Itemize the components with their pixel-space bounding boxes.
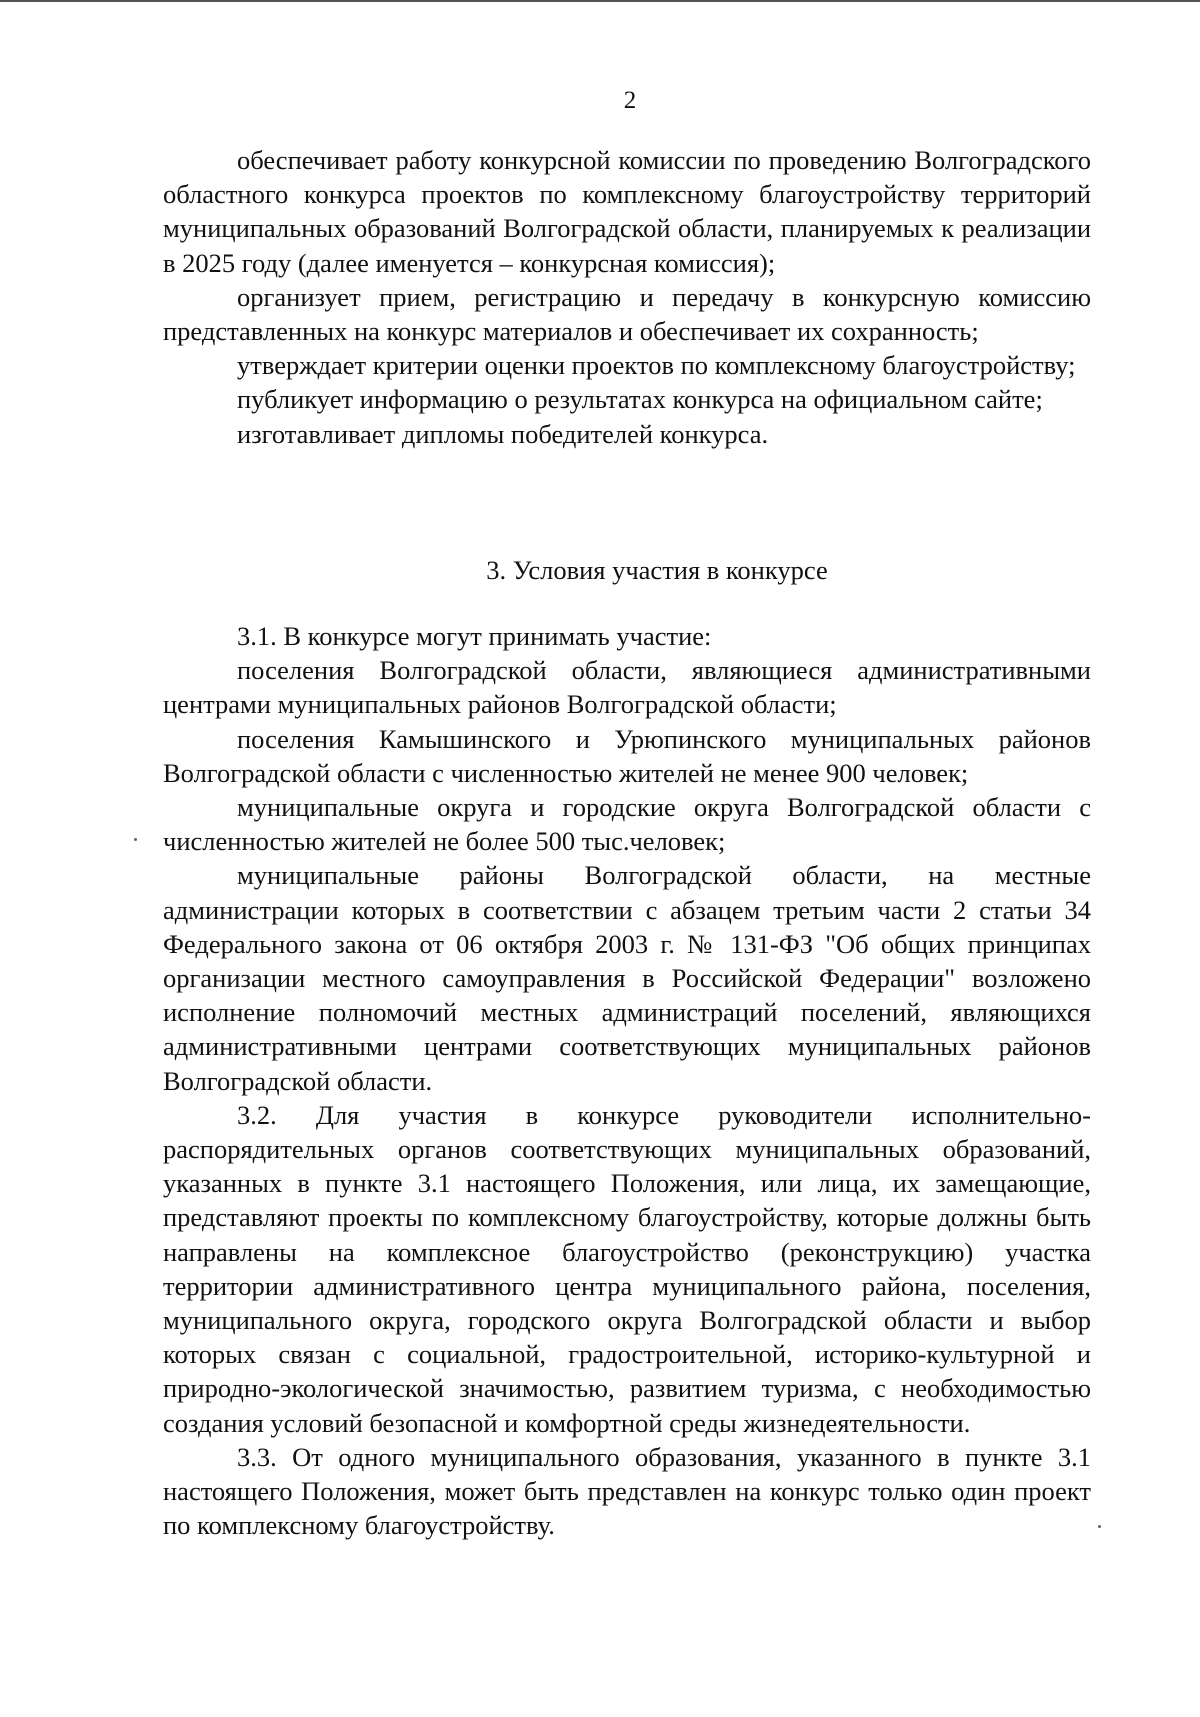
paragraph-publish-results: публикует информацию о результатах конкурса на официальном сайте;: [237, 384, 1043, 415]
paragraph-approve-criteria: утверждает критерии оценки проектов по комплексному благоустройству;: [237, 350, 1076, 381]
paragraph-municipal-districts: муниципальные районы Волгоградской области, на местные администрации которых в соответствии с абзацем третьим части 2 статьи 34 Федерального закона от 06 октября 2003 г. № 131-ФЗ "Об общих принципах организации местного самоуправления в Российской Федерации" возложено исполнение полномочий местных администраций поселений, являющихся административными центрами соответствующих муниципальных районов Волгоградской области.: [163, 860, 1091, 1096]
intro-paragraphs: [163, 143, 1091, 451]
paragraph-3-2: 3.2. Для участия в конкурсе руководители исполнительно-распорядительных органов соответствующих муниципальных образований, указанных в пункте 3.1 настоящего Положения, или лица, их замещающие, представляют проекты по комплексному благоустройству, которые должны быть направлены на комплексное благоустройство (реконструкцию) участка территории административного центра муниципального района, поселения, муниципального округа, городского округа Волгоградской области и выбор которых связан с социальной, градостроительной, историко-культурной и природно-экологической значимостью, развитием туризма, с необходимостью создания условий безопасной и комфортной среды жизнедеятельности.: [163, 1099, 1091, 1438]
scan-top-edge: [0, 0, 1200, 2]
paragraph-organize-reception: организует прием, регистрацию и передачу в конкурсную комиссию представленных на конкурс материалов и обеспечивает их сохранность;: [163, 281, 1091, 347]
paragraph-3-1-intro: 3.1. В конкурсе могут принимать участие:: [237, 621, 712, 651]
paragraph-diplomas: изготавливает дипломы победителей конкурса.: [237, 418, 769, 449]
scan-speck: [134, 838, 137, 841]
section-paragraphs: [163, 619, 1091, 1542]
paragraph-municipal-okrugs: муниципальные округа и городские округа Волгоградской области с численностью жителей не более 500 тыс.человек;: [163, 792, 1091, 857]
scan-speck: [1098, 1525, 1101, 1528]
paragraph-kamyshin-uryupinsk: поселения Камышинского и Урюпинского муниципальных районов Волгоградской области с численностью жителей не менее 900 человек;: [163, 723, 1091, 788]
page-number: 2: [623, 87, 637, 114]
paragraph-3-3: 3.3. От одного муниципального образования, указанного в пункте 3.1 настоящего Положения, может быть представлен на конкурс только один проект по комплексному благоустройству.: [163, 1441, 1091, 1541]
section-heading: 3. Условия участия в конкурсе: [486, 555, 828, 585]
paragraph-admin-centers: поселения Волгоградской области, являющиеся административными центрами муниципальных районов Волгоградской области;: [163, 655, 1091, 720]
paragraph-commission-work: обеспечивает работу конкурсной комиссии по проведению Волгоградского областного конкурса проектов по комплексному благоустройству территорий муниципальных образований Волгоградской области, планируемых к реализации в 2025 году (далее именуется – конкурсная комиссия);: [163, 145, 1091, 278]
